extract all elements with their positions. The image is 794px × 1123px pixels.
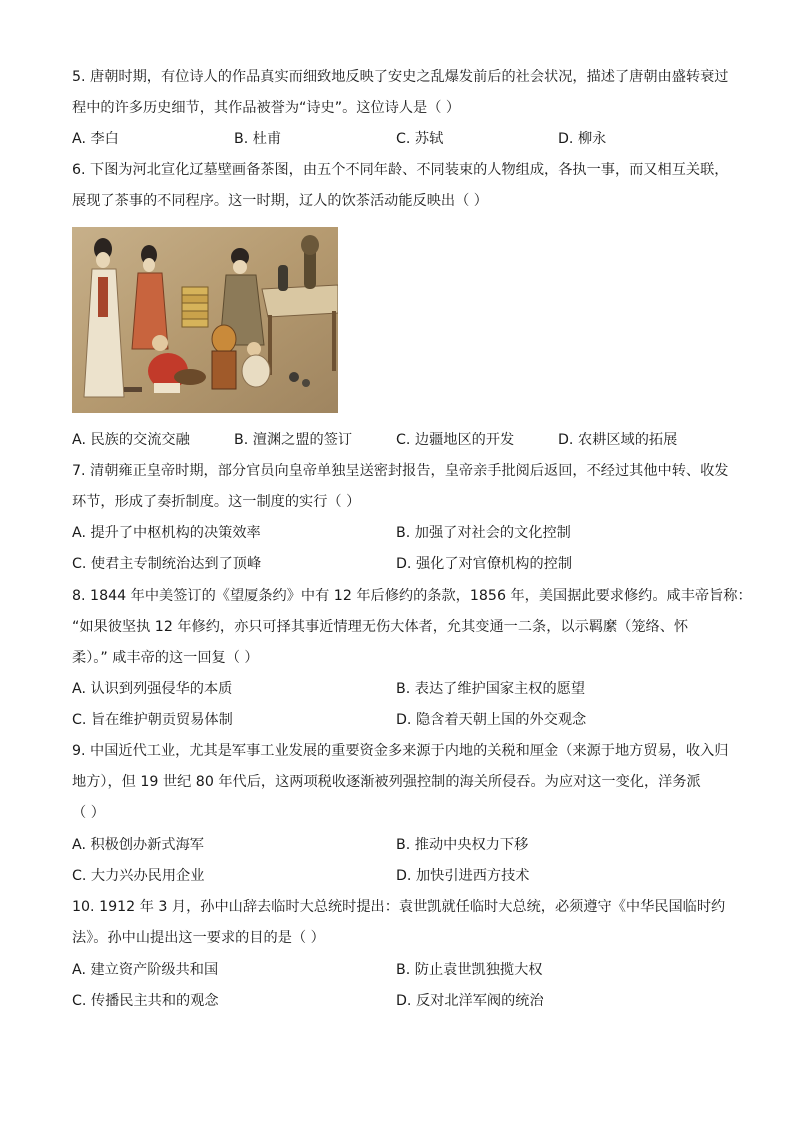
q5-option-c[interactable]: C. 苏轼 [396,131,444,147]
q8-option-c[interactable]: C. 旨在维护朝贡贸易体制 [72,712,233,728]
q5-stem-line2: 程中的许多历史细节，其作品被誉为“诗史”。这位诗人是（ ） [72,100,461,116]
q9-stem-line3: （ ） [72,805,105,821]
q9-stem-line2: 地方），但 19 世纪 80 年代后，这两项税收逐渐被列强控制的海关所侵吞。为应对这一变化，洋务派 [72,774,701,790]
q9-option-d[interactable]: D. 加快引进西方技术 [396,868,530,884]
q6-stem-line2: 展现了茶事的不同程序。这一时期，辽人的饮茶活动能反映出（ ） [72,193,488,209]
q7-option-a[interactable]: A. 提升了中枢机构的决策效率 [72,525,261,541]
q5-option-a[interactable]: A. 李白 [72,131,119,147]
q9-stem-line1: 9. 中国近代工业，尤其是军事工业发展的重要资金多来源于内地的关税和厘金（来源于地方贸易，收入归 [72,743,729,759]
q8-option-a[interactable]: A. 认识到列强侵华的本质 [72,681,233,697]
q6-option-d[interactable]: D. 农耕区域的拓展 [558,432,678,448]
q8-stem-line3: 柔）。” 咸丰帝的这一回复（ ） [72,650,259,666]
q7-stem-line1: 7. 清朝雍正皇帝时期，部分官员向皇帝单独呈送密封报告，皇帝亲手批阅后返回，不经过其他中转、收发 [72,463,729,479]
q5-option-d[interactable]: D. 柳永 [558,131,607,147]
q9-option-a[interactable]: A. 积极创办新式海军 [72,837,204,853]
q7-option-b[interactable]: B. 加强了对社会的文化控制 [396,525,571,541]
q9-option-b[interactable]: B. 推动中央权力下移 [396,837,529,853]
q6-option-c[interactable]: C. 边疆地区的开发 [396,432,515,448]
q7-option-c[interactable]: C. 使君主专制统治达到了顶峰 [72,556,262,572]
q6-option-b[interactable]: B. 澶渊之盟的签订 [234,432,353,448]
q10-stem-line2: 法》。孙中山提出这一要求的目的是（ ） [72,930,325,946]
q8-option-b[interactable]: B. 表达了维护国家主权的愿望 [396,681,586,697]
q10-option-a[interactable]: A. 建立资产阶级共和国 [72,962,219,978]
q6-option-a[interactable]: A. 民族的交流交融 [72,432,190,448]
q5-stem-line1: 5. 唐朝时期，有位诗人的作品真实而细致地反映了安史之乱爆发前后的社会状况，描述了唐朝由盛转衰过 [72,69,729,85]
q5-option-b[interactable]: B. 杜甫 [234,131,282,147]
q10-option-c[interactable]: C. 传播民主共和的观念 [72,993,219,1009]
q10-stem-line1: 10. 1912 年 3 月，孙中山辞去临时大总统时提出：袁世凯就任临时大总统，必须遵守《中华民国临时约 [72,899,726,915]
q8-stem-line1: 8. 1844 年中美签订的《望厦条约》中有 12 年后修约的条款，1856 年，美国据此要求修约。咸丰帝旨称： [72,588,752,604]
q10-option-b[interactable]: B. 防止袁世凯独揽大权 [396,962,543,978]
q7-stem-line2: 环节，形成了奏折制度。这一制度的实行（ ） [72,494,361,510]
q10-option-d[interactable]: D. 反对北洋军阀的统治 [396,993,544,1009]
q7-option-d[interactable]: D. 强化了对官僚机构的控制 [396,556,573,572]
q8-stem-line2: “如果彼坚执 12 年修约，亦只可择其事近情理无伤大体者，允其变通一二条，以示羁縻（笼络、怀 [72,619,689,635]
q8-option-d[interactable]: D. 隐含着天朝上国的外交观念 [396,712,587,728]
liao-tomb-tea-mural-image [72,227,338,413]
q6-stem-line1: 6. 下图为河北宣化辽墓壁画备茶图，由五个不同年龄、不同装束的人物组成，各执一事，而又相互关联， [72,162,729,178]
q9-option-c[interactable]: C. 大力兴办民用企业 [72,868,205,884]
